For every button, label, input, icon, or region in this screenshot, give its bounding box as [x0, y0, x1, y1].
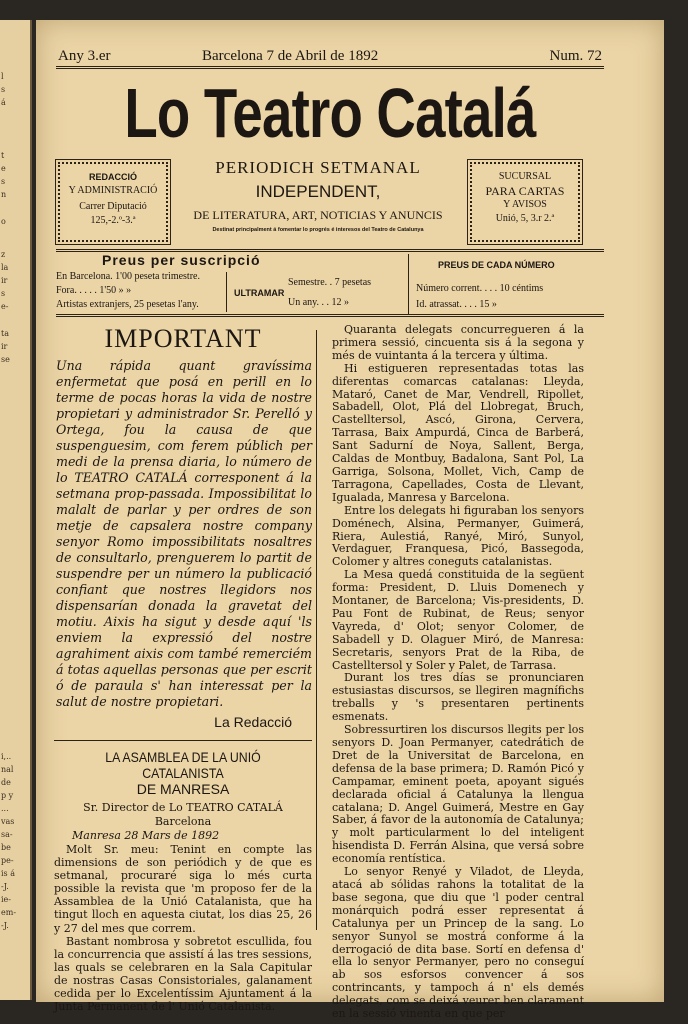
- year-label: Any 3.er: [58, 48, 111, 64]
- left-column: [54, 322, 312, 1013]
- box-heading: Y ADMINISTRACIÓ: [68, 185, 158, 196]
- price-current-issue: Número corrent. . . . 10 céntims: [416, 283, 544, 294]
- fragment: nal: [1, 765, 14, 774]
- fragment: pe-: [1, 856, 14, 865]
- article-paragraph: Quaranta delegats concurregueren á la primera sessió, cincuenta sis á la segona y més de vuintanta á la tercera y última.: [332, 323, 584, 362]
- fragment: o: [1, 217, 6, 226]
- article-paragraph: La Mesa quedá constituida de la següent forma: President, D. Lluis Domenech y Montaner, de Barcelona; Vis-presidents, D. Pau Font de Rubinat, de Reus; senyor Vayreda, d' Olot; senyor Colomer, de Sabadell y D. Olaguer Miró, de Manresa: Secretaris, senyors Prat de la Riba, de Castelltersol y Soler y Palet, de Tarrasa.: [332, 568, 584, 672]
- fragment: t: [1, 151, 5, 160]
- fragment: be: [1, 843, 11, 852]
- right-column: [332, 324, 584, 1021]
- fragment: s: [1, 289, 6, 298]
- price-back-issue: Id. atrassat. . . . 15 »: [416, 299, 497, 310]
- box-heading: REDACCIÓ: [88, 172, 137, 182]
- article-salutation: Sr. Director de Lo TEATRO CATALÁ: [83, 801, 283, 814]
- masthead-subtitle: [170, 158, 466, 233]
- issue-number: Num. 72: [549, 48, 602, 64]
- fragment: ...: [1, 804, 9, 813]
- subtitle-weekly: PERIODICH SETMANAL: [215, 158, 421, 177]
- fragment: á: [1, 98, 6, 107]
- article-city: Barcelona: [154, 815, 212, 828]
- column-divider: [316, 330, 317, 930]
- fragment: de: [1, 778, 11, 787]
- price-rule: [56, 316, 604, 317]
- left-margin-fragments-top: [0, 20, 30, 366]
- fragment: ir: [1, 342, 8, 351]
- article-paragraph: Molt Sr. meu: Tenint en compte las dimensions de son periódich y de que es setmanal, procuraré siga lo més curta possible la revista que 'm proposo fer de la Assamblea de la Unió Catalanista, que ha tingut lloch en aquesta ciutat, los dias 25, 26 y 27 del mes que correm.: [54, 843, 312, 935]
- article-paragraph: Hi estigueren representadas totas las diferentas comarcas catalanas: Lleyda, Mataró, Canet de Mar, Vendrell, Ripollet, Sabadell, Olot, Plá del Llobregat, Bruch, Castelltersol, Ascó, Girona, Cervera, Tarrasa, Baix Ampurdá, Cinca de Barberá, Sant Sadurní de Noya, Sallent, Berga, Caldas de Montbuy, Badalona, Sant Pol, La Garriga, Solsona, Mollet, Vich, Camp de Tarragona, Capellades, Costa de Llevant, Igualada, Manresa y Barcelona.: [332, 361, 584, 504]
- subtitle-independent: INDEPENDENT,: [255, 182, 381, 201]
- editorial-office-box: [58, 162, 168, 242]
- price-semester: Semestre. . 7 pesetas: [288, 277, 372, 288]
- fragment: em-: [1, 908, 17, 917]
- fragment: z: [1, 250, 6, 259]
- signature: La Redacció: [214, 714, 292, 730]
- article-title-line2: DE MANRESA: [136, 781, 230, 797]
- important-notice-text: Una rápida quant gravíssima enfermetat que posá en perill en lo terme de pocas horas la vida de nostre propietari y administrador Sr. Perelló y Ortega, fou la causa de que suspenguesim, com ferem públich per medi de la prensa diaria, lo número de lo TEATRO CATALÁ corresponent á la setmana prop-passada. Impossibilitat lo malalt de parlar y per ordres de son metje de capsalera nostre company senyor Romo impossibilitats nosaltres de consultarlo, prenguerem lo partit de suspendre per un número la publicació confiant que nostres llegidors nos dispensarían donada la gravetat del motiu. Aixis ha sigut y desde aquí 'ls enviem la expressió del nostre agrahiment aixis com també remerciém á totas aquellas personas que per escrit ó de paraula s' han interessat per la salut de nostre propietari.: [56, 358, 312, 709]
- newspaper-title: Lo Teatro Catalá: [124, 74, 536, 152]
- box-line: Y AVISOS: [503, 199, 547, 210]
- fragment: ta: [1, 329, 9, 338]
- price-foreign: Artistas extranjers, 25 pesetas l'any.: [56, 299, 199, 310]
- box-line: Unió, 5, 3.r 2.ª: [495, 213, 555, 224]
- ultramar-label: ULTRAMAR: [234, 288, 285, 298]
- fragment: e: [1, 164, 6, 173]
- fragment: s: [1, 85, 6, 94]
- article-paragraph: Durant los tres días se pronunciaren estusiastas discursos, se llegiren magnífichs treballs y 's presentaren pertinents esmenats.: [332, 671, 584, 724]
- per-number-title: PREUS DE CADA NÚMERO: [438, 260, 555, 270]
- masthead-rule: [56, 68, 604, 69]
- adjacent-page-edge: [0, 20, 32, 1000]
- fragment: ir: [1, 276, 8, 285]
- left-margin-fragments-bottom: [0, 750, 16, 932]
- box-line: 125,-2.º-3.ª: [90, 215, 136, 226]
- fragment: p y: [1, 791, 14, 800]
- divider: [408, 254, 409, 314]
- subtitle-topics: DE LITERATURA, ART, NOTICIAS Y ANUNCIS: [193, 208, 443, 222]
- divider: [226, 272, 227, 312]
- box-line: Carrer Diputació: [79, 201, 147, 212]
- article-paragraph: Sobressurtiren los discursos llegits per los senyors D. Joan Permanyer, catedrátich de Dret de la Universitat de Barcelona, en defensa de la base primera; D. Ramón Picó y Campamar, eminent poeta, apoyant sigués declarada oficial á Catalunya la llengua catalana; D. Angel Guimerá, Mestre en Gay Saber, á favor de la autonomía de Catalunya; y molt particularment lo del inteligent hisendista D. Ferrán Alsina, que versá sobre economía rentística.: [332, 723, 584, 866]
- fragment: s: [1, 177, 6, 186]
- fragment: ie-: [1, 895, 11, 904]
- important-heading: IMPORTANT: [104, 324, 262, 353]
- box-heading: SUCURSAL: [498, 171, 552, 182]
- price-barcelona: En Barcelona. 1'00 peseta trimestre.: [56, 271, 200, 282]
- tagline: Destinat principalment á fomentar lo progrés é interesos del Teatro de Catalunya: [212, 227, 424, 233]
- fragment: sa-: [1, 830, 13, 839]
- article-title: LA ASAMBLEA DE LA UNIÓ CATALANISTA: [105, 749, 261, 781]
- newspaper-page: [36, 20, 664, 1021]
- fragment: l: [1, 72, 4, 81]
- article-paragraph: Entre los delegats hi figuraban los senyors Doménech, Alsina, Permanyer, Guimerá, Riera, Aulestiá, Ranyé, Miró, Sunyol, Verdaguer, Franquesa, Picó, Bassegoda, Colomer y altres coneguts catalanistas.: [332, 503, 584, 569]
- branch-office-box: [470, 162, 580, 242]
- fragment: is á: [1, 869, 15, 878]
- header-rule: [56, 249, 604, 250]
- price-year: Un any. . . 12 »: [288, 297, 350, 308]
- fragment: i,..: [1, 752, 12, 761]
- masthead-rule: [56, 66, 604, 67]
- price-rule: [56, 314, 604, 315]
- article-paragraph: Lo senyor Renyé y Viladot, de Lleyda, atacá ab sólidas rahons la totalitat de la base segona, que diu que 'l poder central monárquich podrá esser representat á Catalunya per un Princep de la sang. Lo senyor Sunyol se mostrá conforme á la derrogació de dita base. Sortí en defensa d' ella lo senyor Permanyer, pero no conseguí ab sos esforsos convencer á sos contrincants, y tampoch á n' els demés delegats, com se deixá veurer ben clarament en la sessió vinenta en que per: [332, 865, 584, 1021]
- prices-title: Preus per suscripció: [102, 252, 261, 268]
- fragment: e-: [1, 302, 9, 311]
- section-separator: [54, 740, 312, 741]
- fragment: -J.: [1, 882, 9, 891]
- fragment: n: [1, 190, 7, 199]
- fragment: -J.: [1, 921, 9, 930]
- fragment: la: [1, 263, 9, 272]
- fragment: se: [1, 355, 10, 364]
- price-outside: Fora. . . . . 1'50 » »: [56, 285, 132, 296]
- subscription-prices: [56, 254, 604, 316]
- article-paragraph: Bastant nombrosa y sobretot escullida, fou la concurrencia que assistí á las tres sessions, las quals se celebraren en la Sala Capitular de nostras Casas Consistoriales, galanament cedida per lo Excelentíssim Ajuntament á la Junta Permanent de l' Unió Catalanista.: [54, 934, 312, 1014]
- fragment: vas: [1, 817, 15, 826]
- place-date: Barcelona 7 de Abril de 1892: [202, 48, 379, 64]
- article-dateline: Manresa 28 Mars de 1892: [72, 829, 220, 842]
- box-heading: PARA CARTAS: [485, 184, 565, 198]
